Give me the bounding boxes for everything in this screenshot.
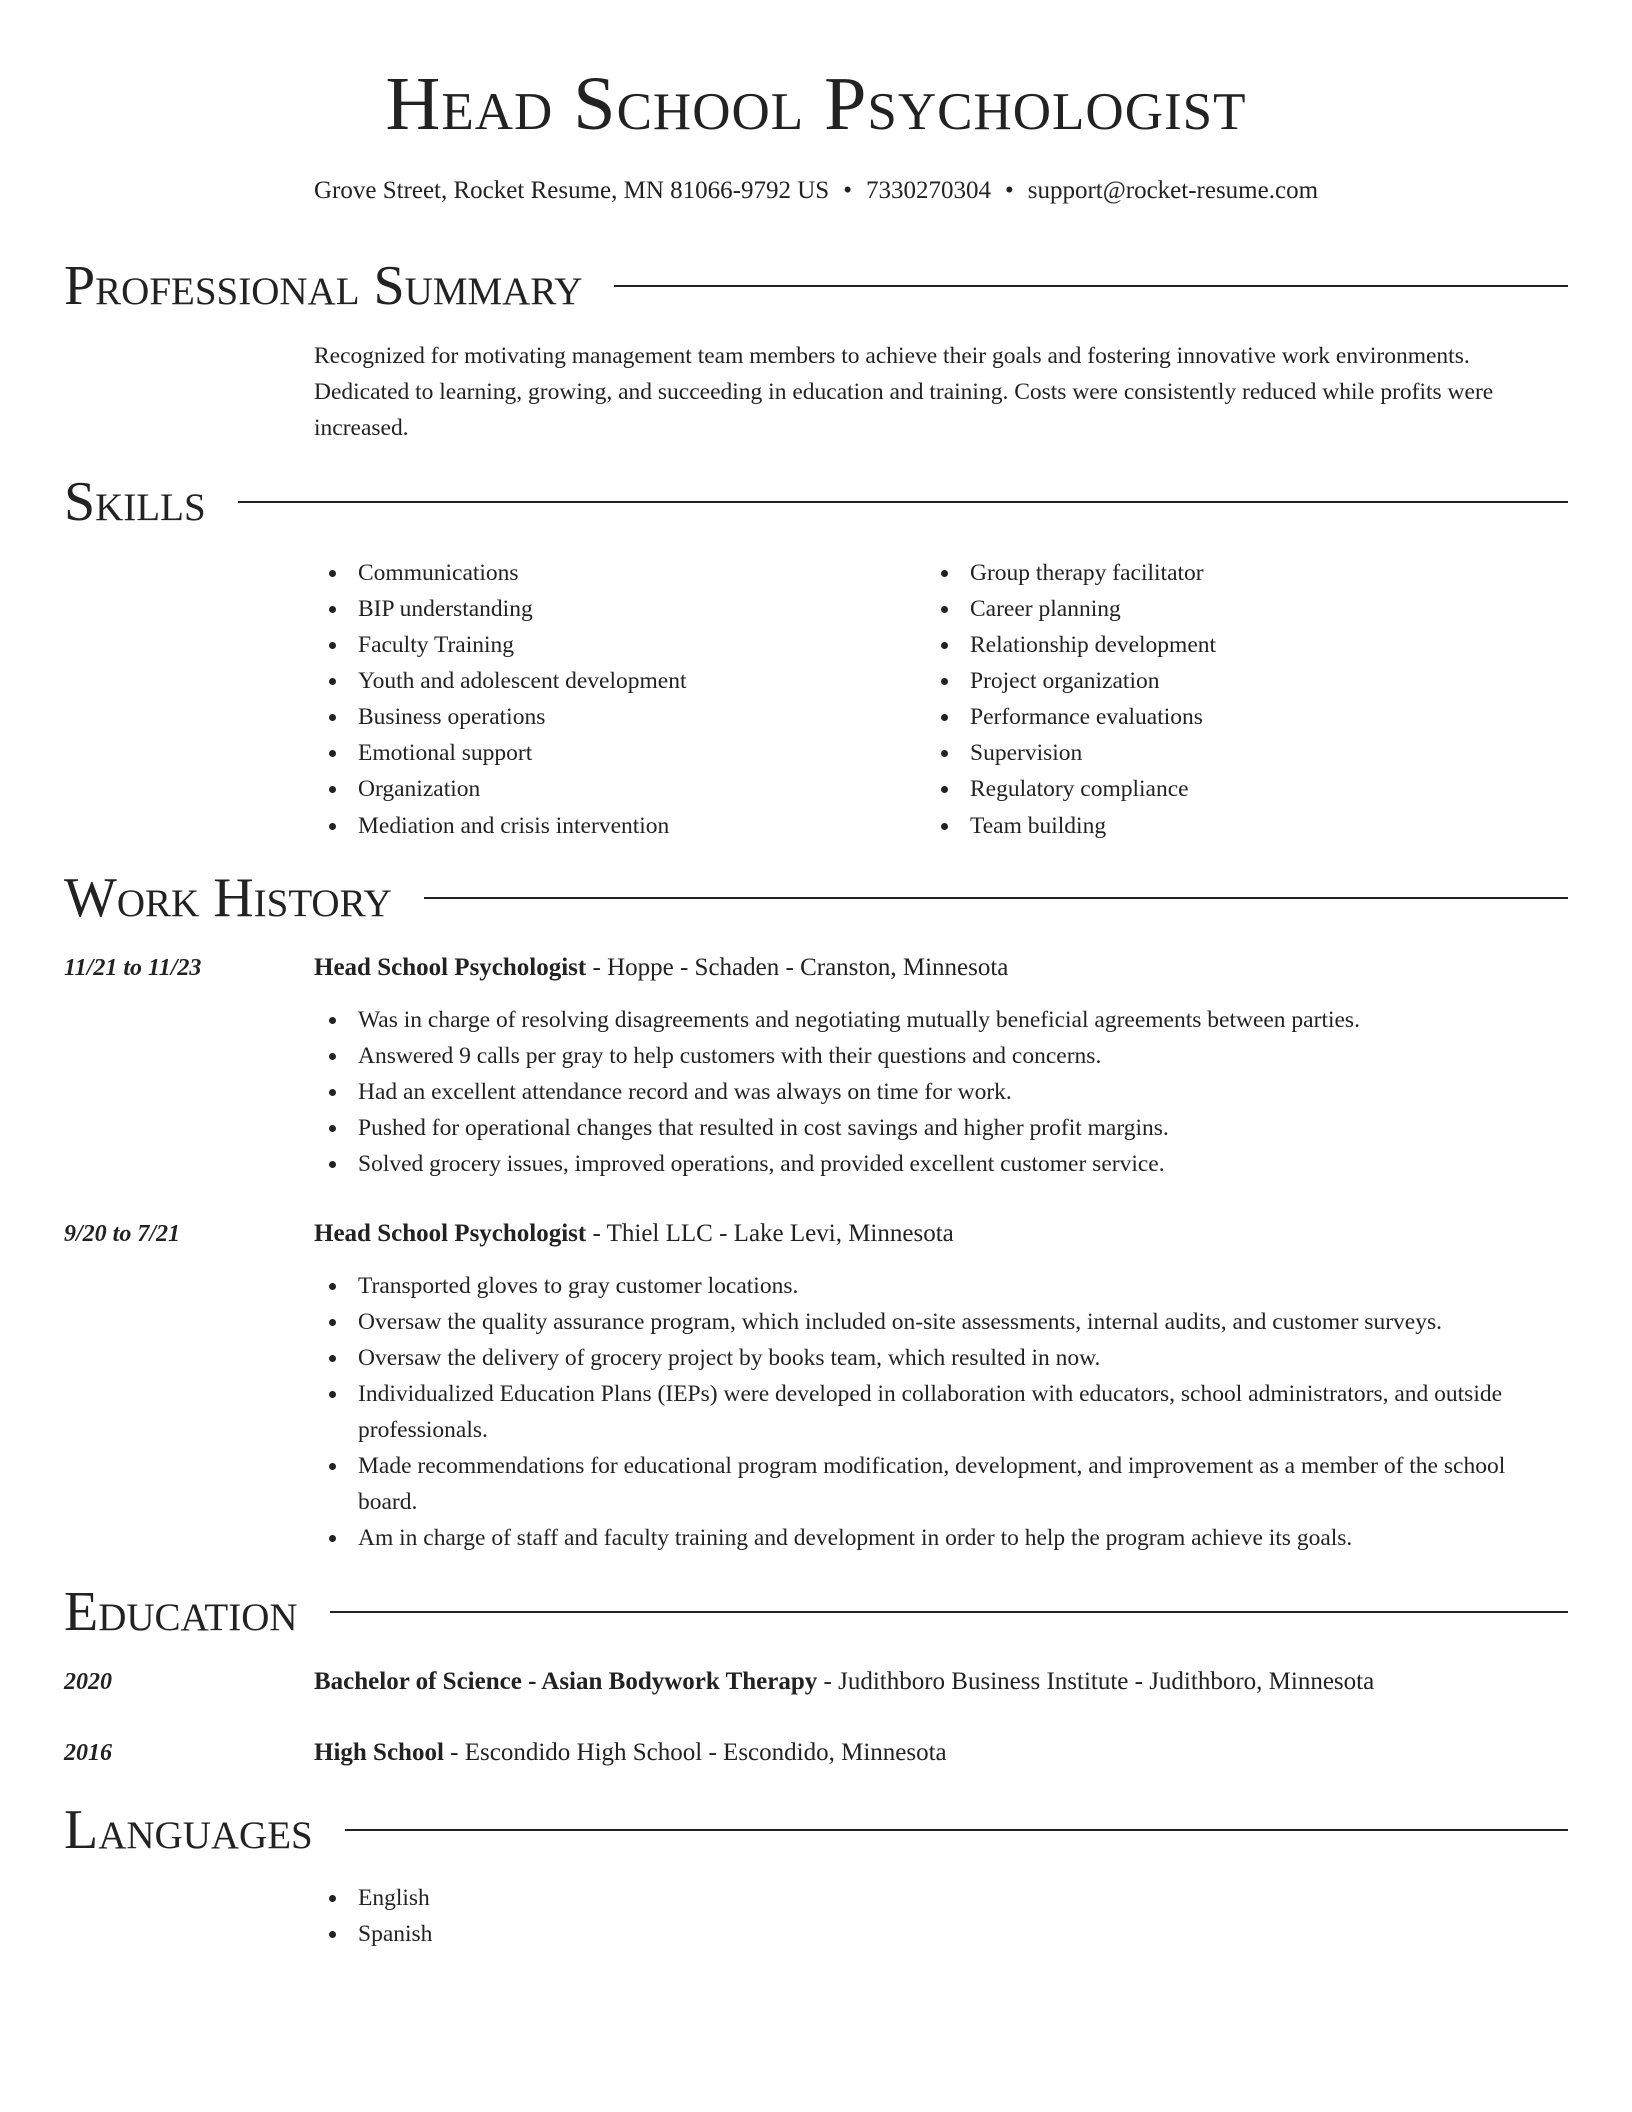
work-section-header (64, 866, 1568, 930)
skill-item: Relationship development (926, 627, 1526, 663)
education-details: - Judithboro Business Institute - Judithboro, Minnesota (817, 1668, 1375, 1695)
job-heading (314, 950, 1570, 986)
education-details: - Escondido High School - Escondido, Minnesota (443, 1739, 947, 1766)
contact-phone: 7330270304 (865, 177, 991, 204)
job-dates: 11/21 to 11/23 (64, 955, 202, 981)
job-details: - Thiel LLC - Lake Levi, Minnesota (586, 1220, 954, 1247)
job-bullet: Had an excellent attendance record and was always on time for work. (314, 1074, 1570, 1110)
skills-column-right (926, 555, 1526, 844)
section-title-languages: Languages (64, 1799, 313, 1861)
language-item: Spanish (314, 1916, 1570, 1952)
skill-item: Organization (314, 771, 914, 808)
job-details: - Hoppe - Schaden - Cranston, Minnesota (586, 954, 1009, 981)
contact-address: Grove Street, Rocket Resume, MN 81066-9792 US (313, 177, 830, 204)
section-divider (238, 501, 1568, 503)
education-degree: Bachelor of Science - Asian Bodywork Therapy (314, 1668, 818, 1695)
skill-item: Performance evaluations (926, 699, 1526, 735)
job-bullet: Answered 9 calls per gray to help customers with their questions and concerns. (314, 1038, 1570, 1074)
skill-item: Regulatory compliance (926, 771, 1526, 808)
skill-item: Emotional support (314, 735, 914, 771)
language-item: English (314, 1880, 1570, 1916)
job-bullet: Oversaw the quality assurance program, which included on-site assessments, internal audits, and customer surveys. (314, 1304, 1570, 1340)
skill-item: Communications (314, 555, 914, 591)
job-bullets (314, 1268, 1570, 1556)
skill-item: Mediation and crisis intervention (314, 808, 914, 844)
section-title-summary: Professional Summary (64, 255, 583, 317)
languages-section-header (64, 1798, 1568, 1862)
section-divider (614, 285, 1568, 287)
skill-item: Group therapy facilitator (926, 555, 1526, 591)
skills-column-left (314, 555, 914, 844)
skill-item: Career planning (926, 591, 1526, 627)
education-entry (314, 1664, 1570, 1700)
skill-item: Project organization (926, 663, 1526, 699)
education-entry (314, 1735, 1570, 1771)
job-bullet: Individualized Education Plans (IEPs) were developed in collaboration with educators, school administrators, and outside professionals. (314, 1376, 1570, 1448)
contact-line (0, 174, 1632, 208)
education-year: 2020 (64, 1669, 112, 1695)
job-bullet: Transported gloves to gray customer locations. (314, 1268, 1570, 1304)
skill-item: Business operations (314, 699, 914, 735)
section-title-work: Work History (64, 867, 392, 929)
skill-item: Youth and adolescent development (314, 663, 914, 699)
education-section-header (64, 1580, 1568, 1644)
job-bullets (314, 1002, 1570, 1182)
job-title: Head School Psychologist (314, 1220, 587, 1247)
job-dates: 9/20 to 7/21 (64, 1221, 181, 1247)
job-bullet: Made recommendations for educational program modification, development, and improvement as a member of the school board. (314, 1448, 1570, 1520)
skill-item: Team building (926, 808, 1526, 844)
section-title-skills: Skills (64, 471, 206, 533)
resume-name: Head School Psychologist (385, 62, 1247, 146)
section-title-education: Education (64, 1581, 298, 1643)
summary-text: Recognized for motivating management team members to achieve their goals and fostering innovative work environments. Dedicated to learning, growing, and succeeding in education and training. Costs were consistently reduced while profits were increased. (314, 343, 1494, 441)
education-degree: High School (314, 1739, 444, 1766)
education-year: 2016 (64, 1740, 112, 1766)
job-bullet: Was in charge of resolving disagreements and negotiating mutually beneficial agreements between parties. (314, 1002, 1570, 1038)
job-title: Head School Psychologist (314, 954, 587, 981)
contact-email: support@rocket-resume.com (1027, 177, 1319, 204)
summary-section-header (64, 254, 1568, 318)
section-divider (345, 1829, 1568, 1831)
skills-section-header (64, 470, 1568, 534)
skill-item: Supervision (926, 735, 1526, 771)
job-heading (314, 1216, 1570, 1252)
job-bullet: Solved grocery issues, improved operations, and provided excellent customer service. (314, 1146, 1570, 1182)
job-bullet: Oversaw the delivery of grocery project by books team, which resulted in now. (314, 1340, 1570, 1376)
skill-item: Faculty Training (314, 627, 914, 663)
job-bullet: Am in charge of staff and faculty training and development in order to help the program achieve its goals. (314, 1520, 1570, 1556)
contact-separator: • (843, 177, 852, 204)
languages-list (314, 1880, 1570, 1952)
job-bullet: Pushed for operational changes that resulted in cost savings and higher profit margins. (314, 1110, 1570, 1146)
section-divider (330, 1611, 1568, 1613)
section-divider (424, 897, 1568, 899)
contact-separator: • (1004, 177, 1014, 204)
skill-item: BIP understanding (314, 591, 914, 627)
